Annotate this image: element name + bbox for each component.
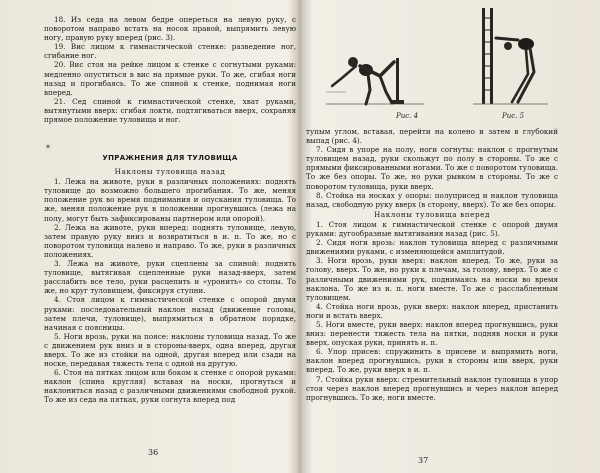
left-page [44, 0, 296, 473]
figure-4-caption: Рис. 4 [396, 112, 419, 120]
figures [306, 0, 558, 125]
paragraph: 4. Стоя лицом к гимнастической стенке с опорой двумя руками: последовательный наклон назад (движение головы, затем плечи, туловище), выпрямиться в обратном порядке, начиная с поясницы. [44, 295, 296, 332]
paragraph: 6. Упор присев: спружинить в присеве и выпрямить ноги, наклон вперед прогнувшись, руки в стороны или вверх, руки вперед. То же, руки вверх в и. п. [306, 347, 558, 375]
paragraph: тупым углом, вставая, перейти на колено и затем в глубокий выпад (рис. 4). [306, 127, 558, 146]
paragraph: 1. Лежа на животе, руки в различных положениях: поднять туловище до возможно большего прогибания. То же, меняя положение рук во время поднимания и опускания туловища. То же, меняя положение рук в положении прогнувшись (лежа на полу, могут быть зафиксированы партнером или опорой). [44, 177, 296, 223]
figure-5-caption: Рис. 5 [502, 112, 525, 120]
paragraph: 5. Ноги вместе, руки вверх: наклон вперед прогнувшись, руки вниз: перенести тяжесть тела на пятки, подняв носки и руки вверх, опуская руки, принять и. п. [306, 319, 558, 348]
paragraph: 2. Лежа на животе, руки вперед: поднять туловище, левую, затем правую руку вниз и возвратиться в и. п. То же, но с поворотом туловища налево и направо. То же, руки в различных положениях. [44, 222, 296, 259]
section-heading: УПРАЖНЕНИЯ ДЛЯ ТУЛОВИЩА [102, 154, 238, 162]
page-number: 37 [418, 456, 429, 465]
paragraph: 5. Ноги врозь, руки на поясе: наклоны туловища назад. То же с движением рук вниз и в стороны-вверх, одна вперед, другая вверх. То же из стойки на одной, другая вперед или сзади на носке, передавая тяжесть тела с одной на другую. [44, 331, 296, 369]
paragraph: 7. Стойка руки вверх: стремительный наклон туловища в упор стоя через наклон вперед прогнувшись и через наклон вперед прогнувшись. То же, ноги вместе. [306, 374, 558, 402]
paragraph: 4. Стойка ноги врозь, руки вверх: наклон вперед, пристанить ноги и встать вверх. [306, 301, 558, 320]
subheading: Наклоны туловища вперед [373, 209, 491, 219]
paragraph: 7. Сидя в упоре на полу, ноги согнуты: наклон с прогнутым туловищем назад, руки скольжут по полу в стороны. То же с прямыми фиксированными ногами. То же с поворотом туловища. То же без опоры. То же, но руки рывком в стороны. То же с поворотом туловища, руки вверх. [306, 145, 558, 191]
left-top-block [44, 15, 296, 124]
ornament-star: * [46, 144, 50, 153]
paragraph: 21. Сед спиной к гимнастической стенке, хват руками, вытянутыми вверх: сгибая локти, подтягиваться вверх, сохраняя прямое положение туловища и ног. [44, 96, 296, 125]
right-text-block [306, 127, 558, 402]
paragraph: 18. Из седа на левом бедре опереться на левую руку, с поворотом направо встать на носок правой, выпрямить левую ногу, правую руку вперед (рис. 3). [44, 15, 296, 43]
paragraph: 2. Сидя ноги врозь: наклон туловища вперед с различными движениями руками, с изменяющейся амплитудой. [306, 238, 558, 257]
paragraph: 8. Стойка на носках у опоры: полуприсед и наклон туловища назад, свободную руку вверх (в сторону, вверх). То же без опоры. [306, 190, 558, 209]
paragraph: 6. Стоя на пятках лицом или боком к стенке с опорой руками: наклон (спина кругляя) вставая на носки, прогнуться и наклониться назад с различными движениями свободной рукой. То же из седа на пятках, руки согнута вперед под [44, 368, 296, 405]
paragraph: 19. Вис лицом к гимнастической стенке: разведение ног, сгибание ног. [44, 42, 296, 61]
subheading: Наклоны туловища назад [114, 167, 226, 177]
figure-5-illustration [468, 0, 558, 125]
paragraph: 1. Стоя лицом к гимнастической стенке с опорой двумя руками: дугообразные вытягивания назад (рис. 5). [306, 219, 558, 239]
paragraph: 3. Ноги врозь, руки вверх: наклон вперед. То же, руки за голову, вверх. То же, но руки к плечам, за голову, вверх. То же с различными движениями рук, поднимаясь на носки во время наклона. То же из и. п. ноги вместе. То же с расслабленным туловищем. [306, 256, 558, 302]
right-page [306, 0, 558, 473]
figure-4-illustration [306, 0, 456, 125]
left-bottom-block [44, 148, 296, 405]
page-number: 36 [148, 448, 159, 457]
paragraph: 3. Лежа на животе, руки сцеплены за спиной: поднять туловище, вытягивая сцепленные руки назад-вверх, затем расслабить все тело, руки расцепить и «уронить» со стопы. То же, но круг туловищем, фиксируя ступни. [44, 259, 296, 296]
paragraph: 20. Вис стоя на рейке лицом к стенке с согнутыми руками: медленно опуститься в вис на прямые руки. То же, сгибая ноги назад и прогибаясь. То же спиной к стенке, поднимая ноги вперед. [44, 60, 296, 97]
